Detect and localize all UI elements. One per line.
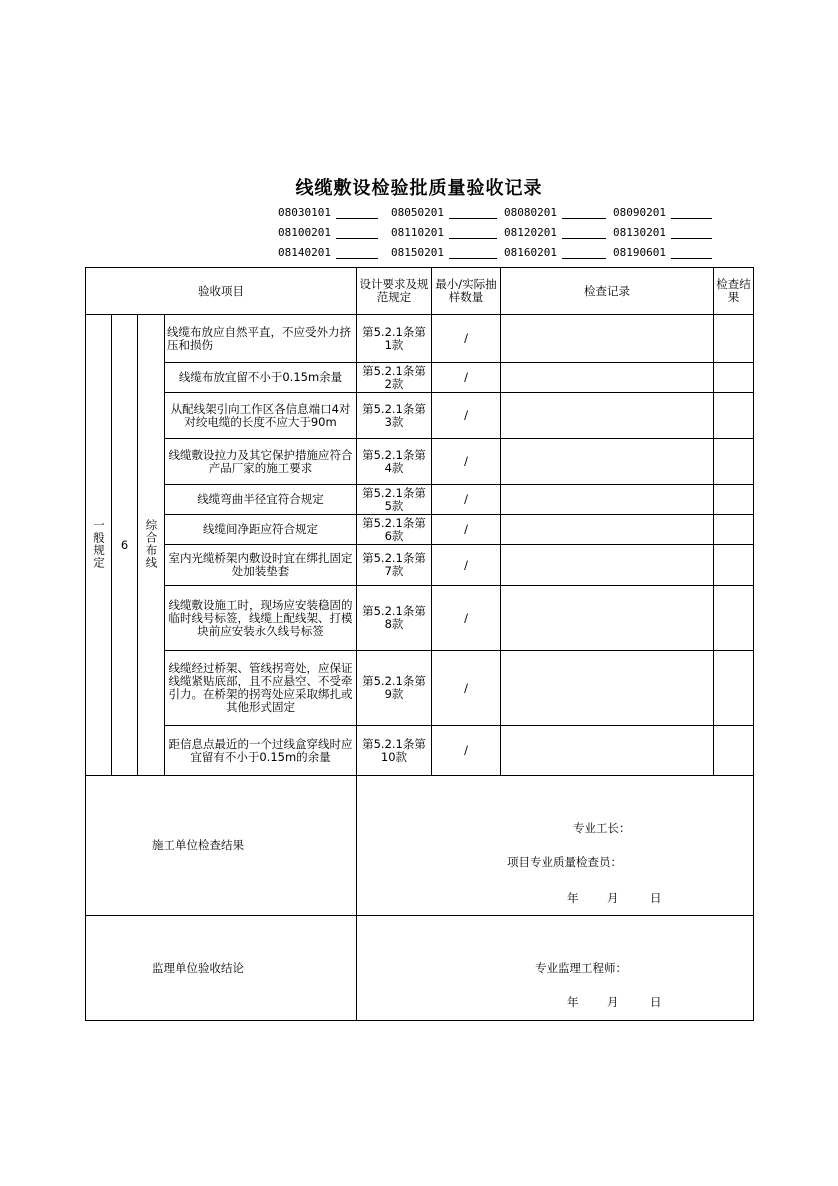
page-title: 线缆敷设检验批质量验收记录 [295,178,543,199]
code: 08080201 [504,206,557,219]
sample-count: / [432,651,501,726]
month-label: 月 [607,995,619,1009]
year-label: 年 [567,891,579,905]
result-cell[interactable] [714,363,754,393]
code-blank[interactable] [671,206,712,219]
result-cell[interactable] [714,726,754,776]
item-text: 线缆布放应自然平直，不应受外力挤压和损伤 [165,315,357,363]
record-cell[interactable] [501,363,714,393]
code: 08150201 [391,246,444,259]
clause: 第5.2.1条第3款 [357,393,432,439]
year-label: 年 [567,995,579,1009]
table-row [86,586,754,651]
month-label: 月 [607,891,619,905]
code-blank[interactable] [336,246,378,259]
clause: 第5.2.1条第8款 [357,586,432,651]
clause: 第5.2.1条第7款 [357,545,432,586]
inspection-table [85,267,754,1021]
result-cell[interactable] [714,315,754,363]
code-blank[interactable] [449,246,497,259]
clause: 第5.2.1条第10款 [357,726,432,776]
supervision-row [86,916,754,1021]
record-cell[interactable] [501,393,714,439]
item-text: 距信息点最近的一个过线盒穿线时应宜留有不小于0.15m的余量 [165,726,357,776]
sample-count: / [432,515,501,545]
item-text: 线缆弯曲半径宜符合规定 [165,485,357,515]
table-row [86,515,754,545]
construction-sign-cell[interactable] [357,776,754,916]
code: 08140201 [278,246,331,259]
record-cell[interactable] [501,515,714,545]
supervision-label-cell [86,916,357,1021]
code-row [278,246,718,266]
code: 08030101 [278,206,331,219]
sample-count: / [432,726,501,776]
code-blank[interactable] [671,226,712,239]
table-row [86,315,754,363]
item-text: 线缆布放宜留不小于0.15m余量 [165,363,357,393]
code: 08110201 [391,226,444,239]
code: 08190601 [613,246,666,259]
code-row [278,206,718,226]
sample-count: / [432,315,501,363]
clause: 第5.2.1条第2款 [357,363,432,393]
record-cell[interactable] [501,439,714,485]
result-cell[interactable] [714,393,754,439]
clause: 第5.2.1条第1款 [357,315,432,363]
record-cell[interactable] [501,545,714,586]
record-cell[interactable] [501,586,714,651]
code: 08160201 [504,246,557,259]
sample-count: / [432,586,501,651]
item-text: 线缆经过桥架、管线拐弯处，应保证线缆紧贴底部，且不应悬空、不受牵引力。在桥架的拐弯处应采取绑扎或其他形式固定 [165,651,357,726]
table-row [86,726,754,776]
record-cell[interactable] [501,315,714,363]
sample-count: / [432,439,501,485]
construction-row [86,776,754,916]
sample-count: / [432,485,501,515]
table-row [86,393,754,439]
sample-count: / [432,545,501,586]
category-cell: 一般规定 [86,315,112,776]
foreman-label: 专业工长： [573,821,631,835]
record-cell[interactable] [501,485,714,515]
result-cell[interactable] [714,515,754,545]
code: 08090201 [613,206,666,219]
header-row [86,268,754,315]
sample-count: / [432,393,501,439]
table-row [86,439,754,485]
code-row [278,226,718,246]
clause: 第5.2.1条第5款 [357,485,432,515]
supervision-label: 监理单位验收结论 [152,960,244,975]
sample-count: / [432,363,501,393]
code-blank[interactable] [562,226,606,239]
table-row [86,485,754,515]
code-blank[interactable] [562,206,606,219]
day-label: 日 [650,891,662,905]
header-design: 设计要求及规范规定 [357,268,432,315]
item-text: 线缆敷设施工时，现场应安装稳固的临时线号标签，线缆上配线架、打模块前应安装永久线号标签 [165,586,357,651]
record-cell[interactable] [501,651,714,726]
result-cell[interactable] [714,651,754,726]
code-blank[interactable] [449,206,497,219]
code-blank[interactable] [336,226,378,239]
code: 08120201 [504,226,557,239]
header-result: 检查结果 [714,268,754,315]
code-blank[interactable] [671,246,712,259]
code: 08100201 [278,226,331,239]
result-cell[interactable] [714,586,754,651]
engineer-label: 专业监理工程师： [535,961,627,975]
code-blank[interactable] [449,226,497,239]
table-row [86,363,754,393]
clause: 第5.2.1条第9款 [357,651,432,726]
code-blank[interactable] [562,246,606,259]
section-number: 6 [112,315,138,776]
record-cell[interactable] [501,726,714,776]
code-list [278,206,718,266]
item-text: 线缆间净距应符合规定 [165,515,357,545]
result-cell[interactable] [714,439,754,485]
supervision-sign-cell[interactable] [357,916,754,1021]
result-cell[interactable] [714,485,754,515]
header-record: 检查记录 [501,268,714,315]
day-label: 日 [650,995,662,1009]
inspector-label: 项目专业质量检查员： [507,855,622,869]
header-sample: 最小/实际抽样数量 [432,268,501,315]
item-text: 线缆敷设拉力及其它保护措施应符合产品厂家的施工要求 [165,439,357,485]
code: 08130201 [613,226,666,239]
item-text: 从配线架引向工作区各信息端口4对对绞电缆的长度不应大于90m [165,393,357,439]
clause: 第5.2.1条第4款 [357,439,432,485]
clause: 第5.2.1条第6款 [357,515,432,545]
item-text: 室内光缆桥架内敷设时宜在绑扎固定处加装垫套 [165,545,357,586]
section-name-cell: 综合布线 [138,315,165,776]
construction-label: 施工单位检查结果 [152,838,244,852]
code: 08050201 [391,206,444,219]
result-cell[interactable] [714,545,754,586]
table-row [86,651,754,726]
table-row [86,545,754,586]
header-item: 验收项目 [86,268,357,315]
code-blank[interactable] [336,206,378,219]
construction-label-cell [86,776,357,916]
